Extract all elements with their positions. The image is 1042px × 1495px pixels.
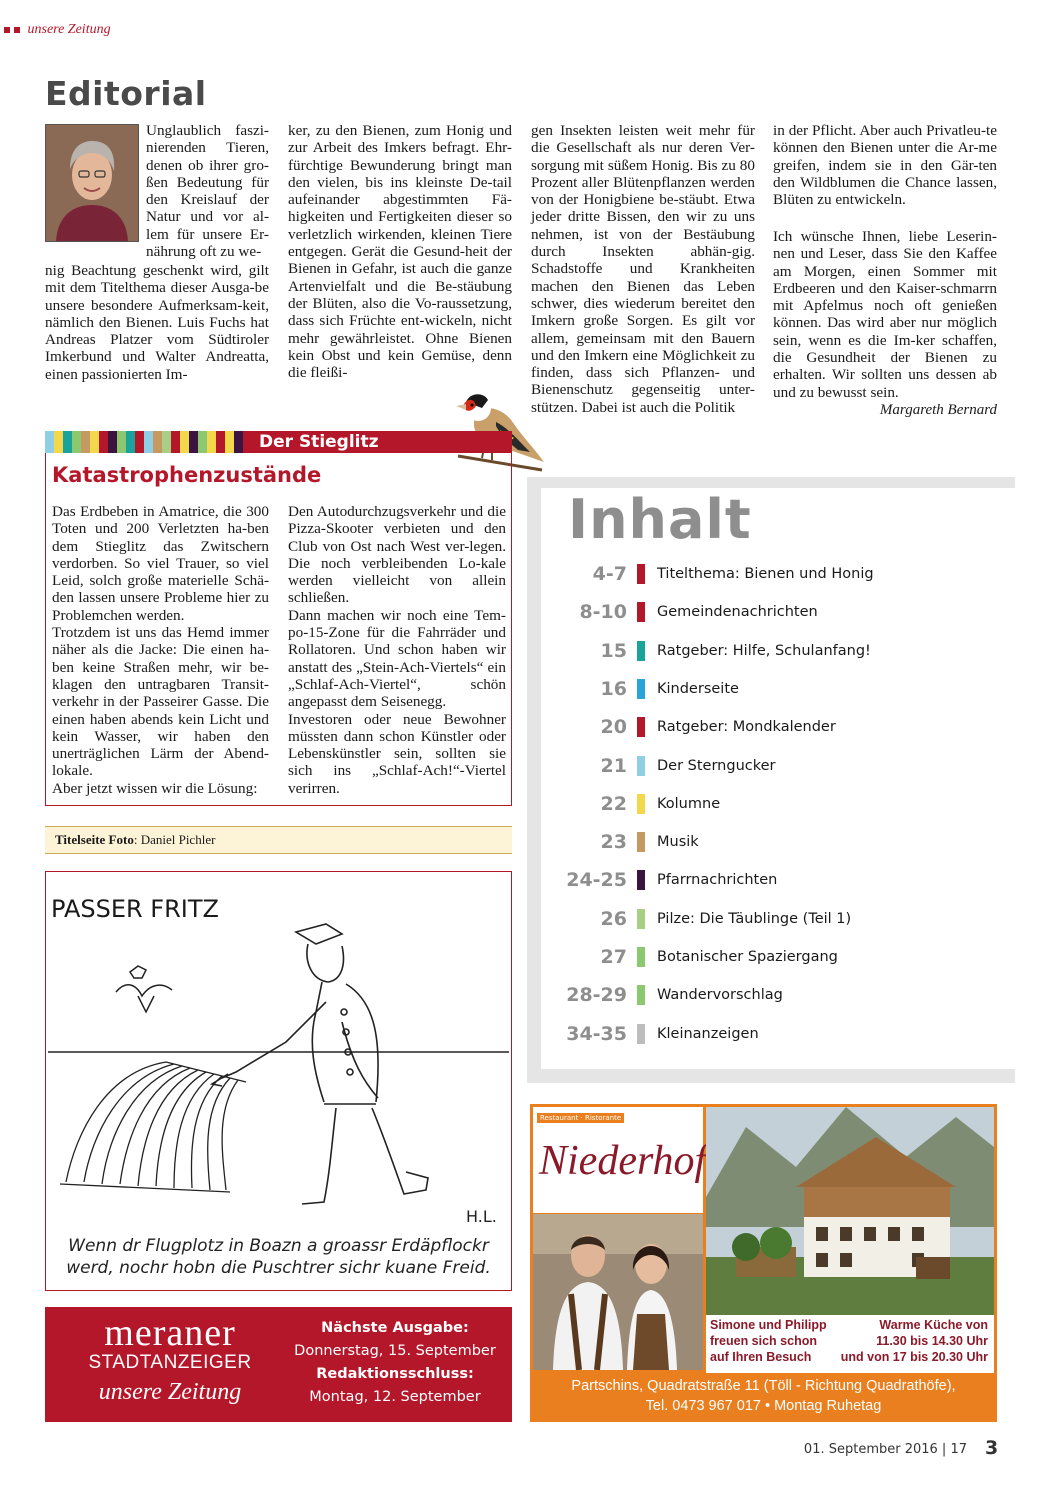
toc-color-marker bbox=[637, 870, 645, 890]
toc-page-range: 8-10 bbox=[579, 601, 627, 623]
toc-label: Der Sterngucker bbox=[657, 758, 776, 774]
toc-color-marker bbox=[637, 909, 645, 929]
toc-item bbox=[541, 600, 1015, 624]
editorial-title: Editorial bbox=[45, 74, 207, 113]
next-issue-date: Donnerstag, 15. September bbox=[294, 1343, 496, 1359]
deadline-date: Montag, 12. September bbox=[309, 1389, 481, 1405]
toc-color-marker bbox=[637, 717, 645, 737]
toc-label: Pfarrnachrichten bbox=[657, 872, 778, 888]
toc-item bbox=[541, 830, 1015, 854]
toc-color-marker bbox=[637, 947, 645, 967]
toc-color-marker bbox=[637, 756, 645, 776]
cartoon-frame bbox=[45, 871, 512, 1291]
toc-page-range: 21 bbox=[600, 755, 627, 777]
toc-item bbox=[541, 983, 1015, 1007]
brand-square-icon bbox=[14, 27, 20, 33]
photo-credit-name: : Daniel Pichler bbox=[133, 832, 216, 847]
kitchen-line3: und von 17 bis 20.30 Uhr bbox=[840, 1350, 988, 1364]
issue-date: 01. September 2016 | 17 bbox=[803, 1442, 967, 1457]
toc-label: Pilze: Die Täublinge (Teil 1) bbox=[657, 911, 852, 927]
niederhof-tagline: Restaurant · Ristorante bbox=[537, 1113, 624, 1123]
toc-label: Gemeindenachrichten bbox=[657, 604, 818, 620]
toc-color-marker bbox=[637, 794, 645, 814]
toc-label: Musik bbox=[657, 834, 699, 850]
toc-label: Kolumne bbox=[657, 796, 721, 812]
toc-page-range: 20 bbox=[600, 716, 627, 738]
editorial-signature: Margareth Bernard bbox=[879, 402, 997, 418]
owners-photo bbox=[533, 1214, 703, 1370]
editorial-col1-top: Unglaublich faszi-nierenden Tieren, denen ob ihrer gro-ßen Bedeutung für den Kreislauf der Natur und vor al-lem für unsere Er-nährung oft zu we- bbox=[146, 122, 269, 261]
toc-label: Titelthema: Bienen und Honig bbox=[657, 566, 874, 582]
page-number: 3 bbox=[985, 1437, 999, 1459]
cover-photo-credit bbox=[45, 826, 512, 854]
toc-page-range: 24-25 bbox=[566, 869, 627, 891]
editorial-col2: ker, zu den Bienen, zum Honig und zur Arbeit des Imkers befragt. Ehr-fürchtige Bewunderung bringt man den vielen, bis ins kleinste De-tail aufeinander abgestimmten Fä-higkeiten und Fertigkeiten dieser so verletzlich wirkenden, kleinen Tiere entgegen. Gerät die Gesund-heit der Bienen in Gefahr, ist auch die ganze Artenvielfalt und die Be-stäubung der Blüten, also die Vo-raussetzung, dass sich Früchte ent-wickeln, nicht mehr gewährleistet. Ohne Bienen kein Obst und kein Gemüse, denn die fleißi- bbox=[288, 122, 512, 382]
toc-title: Inhalt bbox=[568, 488, 752, 551]
toc-item bbox=[541, 715, 1015, 739]
cartoon-signature: H.L. bbox=[466, 1207, 497, 1226]
editorial-col3: gen Insekten leisten weit mehr für die Gesellschaft als nur deren Ver-sorgung mit süßem Honig. Bis zu 80 Prozent aller Blütenpflanzen werden von der Honigbiene be-stäubt. Etwa jeder dritte Bissen, den wir zu uns nehmen, ist von der Bestäubung durch Insekten abhän-gig. Schadstoffe und Krankheiten machen den Bienen das Leben schwer, dies wiederum bereitet den Imkern große Sorgen. Es gilt vor allem, gemeinsam mit den Bauern und den Imkern eine Möglichkeit zu finden, dass sich Pflanzen- und Bienenschutz gegenseitig unter-stützen. Dabei ist auch die Politik bbox=[531, 122, 755, 416]
author-photo bbox=[45, 124, 139, 242]
editorial-col1-bottom: nig Beachtung geschenkt wird, gilt mit dem Titelthema dieser Ausga-be unsere besondere Aufmerksam-keit, nämlich den Bienen. Luis Fuchs hat Andreas Platzer vom Südtiroler Imkerbund und Walter Andreatta, einen passionierten Im- bbox=[45, 262, 269, 383]
cartoon-caption-line2: werd, nochr hobn die Puschtrer sichr kuane Freid. bbox=[66, 1258, 491, 1278]
logo-main: meraner bbox=[104, 1312, 236, 1354]
toc-page-range: 22 bbox=[600, 793, 627, 815]
toc-color-marker bbox=[637, 679, 645, 699]
toc-item bbox=[541, 754, 1015, 778]
toc-page-range: 28-29 bbox=[566, 984, 627, 1006]
logo-script: unsere Zeitung bbox=[98, 1379, 242, 1405]
address-line2: Tel. 0473 967 017 • Montag Ruhetag bbox=[645, 1398, 882, 1414]
toc-page-range: 34-35 bbox=[566, 1023, 627, 1045]
cartoon-title: PASSER FRITZ bbox=[51, 895, 219, 923]
niederhof-name: Niederhof bbox=[539, 1138, 707, 1184]
toc-color-marker bbox=[637, 641, 645, 661]
stadtanzeiger-logo bbox=[65, 1313, 275, 1411]
stieglitz-col1: Das Erdbeben in Amatrice, die 300 Toten und 200 Verletzten ha-ben dem Stieglitz das Zwitschern verdorben. So viel Trauer, so viel Leid, solch große materielle Schä-den lassen unsere Probleme hier zu Problemchen werden. Trotzdem ist uns das Hemd immer näher als die Jacke: Die einen ha-ben keine Straßen mehr, wir be-klagen den untragbaren Transit-verkehr in der Passeirer Gasse. Die einen haben abends kein Licht und kein Wasser, wir haben den unerträglichen Lärm der Abend-lokale. Aber jetzt wissen wir die Lösung: bbox=[52, 503, 269, 797]
toc-label: Kinderseite bbox=[657, 681, 739, 697]
brand-square-icon bbox=[4, 27, 10, 33]
toc-page-range: 23 bbox=[600, 831, 627, 853]
issue-info bbox=[285, 1317, 505, 1409]
cartoon-caption-line1: Wenn dr Flugplotz in Boazn a groassr Erdäpflockr bbox=[68, 1236, 489, 1256]
address-line1: Partschins, Quadratstraße 11 (Töll - Richtung Quadrathöfe), bbox=[571, 1378, 956, 1394]
toc-label: Ratgeber: Hilfe, Schulanfang! bbox=[657, 643, 871, 659]
toc-item bbox=[541, 677, 1015, 701]
niederhof-address bbox=[530, 1376, 997, 1416]
next-issue-box bbox=[45, 1307, 512, 1422]
stieglitz-label: Der Stieglitz bbox=[243, 431, 512, 453]
kitchen-line2: 11.30 bis 14.30 Uhr bbox=[876, 1334, 988, 1348]
toc-item bbox=[541, 907, 1015, 931]
logo-sub: STADTANZEIGER bbox=[88, 1352, 252, 1373]
kitchen-line1: Warme Küche von bbox=[879, 1318, 988, 1332]
cartoon-caption bbox=[45, 1235, 512, 1279]
toc-color-marker bbox=[637, 602, 645, 622]
kitchen-hours bbox=[841, 1317, 988, 1365]
toc-label: Kleinanzeigen bbox=[657, 1026, 759, 1042]
toc-page-range: 15 bbox=[600, 640, 627, 662]
toc-page-range: 16 bbox=[600, 678, 627, 700]
brand-name: unsere Zeitung bbox=[27, 22, 111, 37]
editorial-col4-p1: in der Pflicht. Aber auch Privatleu-te können den Bienen unter die Ar-me greifen, indem sie in den Gär-ten den Wildblumen die Chance lassen, Blüten zu entwickeln. bbox=[773, 122, 997, 209]
toc-page-range: 26 bbox=[600, 908, 627, 930]
ad-info-strip bbox=[706, 1315, 994, 1373]
toc-item bbox=[541, 1022, 1015, 1046]
toc-label: Ratgeber: Mondkalender bbox=[657, 719, 836, 735]
niederhof-ad bbox=[530, 1104, 997, 1422]
toc-item bbox=[541, 945, 1015, 969]
brand-header bbox=[4, 22, 111, 38]
stieglitz-title: Katastrophenzustände bbox=[52, 463, 322, 487]
toc-item bbox=[541, 792, 1015, 816]
hotel-photo bbox=[706, 1107, 994, 1315]
toc-item bbox=[541, 562, 1015, 586]
toc-label: Botanischer Spaziergang bbox=[657, 949, 838, 965]
toc-label: Wandervorschlag bbox=[657, 987, 783, 1003]
niederhof-logo bbox=[533, 1107, 707, 1213]
toc-item bbox=[541, 868, 1015, 892]
editorial-col4-p2: Ich wünsche Ihnen, liebe Leserin-nen und Leser, dass Sie den Kaffee am Morgen, einen Sommer mit Erdbeeren und den Kaiser-schmarrn mit Apfelmus noch oft genießen können. Das wird aber nur möglich sein, wenn es die Im-ker schaffen, die Gesundheit der Bienen zu erhalten. Wir sollten uns dessen ab und zu bewusst sein. bbox=[773, 228, 997, 401]
deadline-label: Redaktionsschluss: bbox=[316, 1366, 474, 1382]
toc-page-range: 27 bbox=[600, 946, 627, 968]
next-issue-label: Nächste Ausgabe: bbox=[321, 1320, 469, 1336]
toc-color-marker bbox=[637, 564, 645, 584]
toc-item bbox=[541, 639, 1015, 663]
toc-color-marker bbox=[637, 985, 645, 1005]
toc-color-marker bbox=[637, 1024, 645, 1044]
stieglitz-col2: Den Autodurchzugsverkehr und die Pizza-Skooter verbieten und den Club von Ost nach West ver-legen. Die noch verbleibenden Lo-kale werden vielleicht von allein schließen. Dann machen wir noch eine Tem-po-15-Zone für die Fahrräder und Rollatoren. Und schon haben wir anstatt des „Stein-Ach-Viertels“ ein „Schlaf-Ach-Viertel“, schön angepasst dem Seisenegg. Investoren oder neue Bewohner müssten dann schon Künstler oder Lebenskünstler sein, sollten sie sich ins „Schlaf-Ach!“-Viertel verirren. bbox=[288, 503, 506, 797]
toc-color-marker bbox=[637, 832, 645, 852]
toc-page-range: 4-7 bbox=[592, 563, 627, 585]
photo-credit-label: Titelseite Foto bbox=[55, 832, 134, 847]
niederhof-greeting: Simone und Philipp freuen sich schon auf Ihren Besuch bbox=[710, 1318, 827, 1364]
